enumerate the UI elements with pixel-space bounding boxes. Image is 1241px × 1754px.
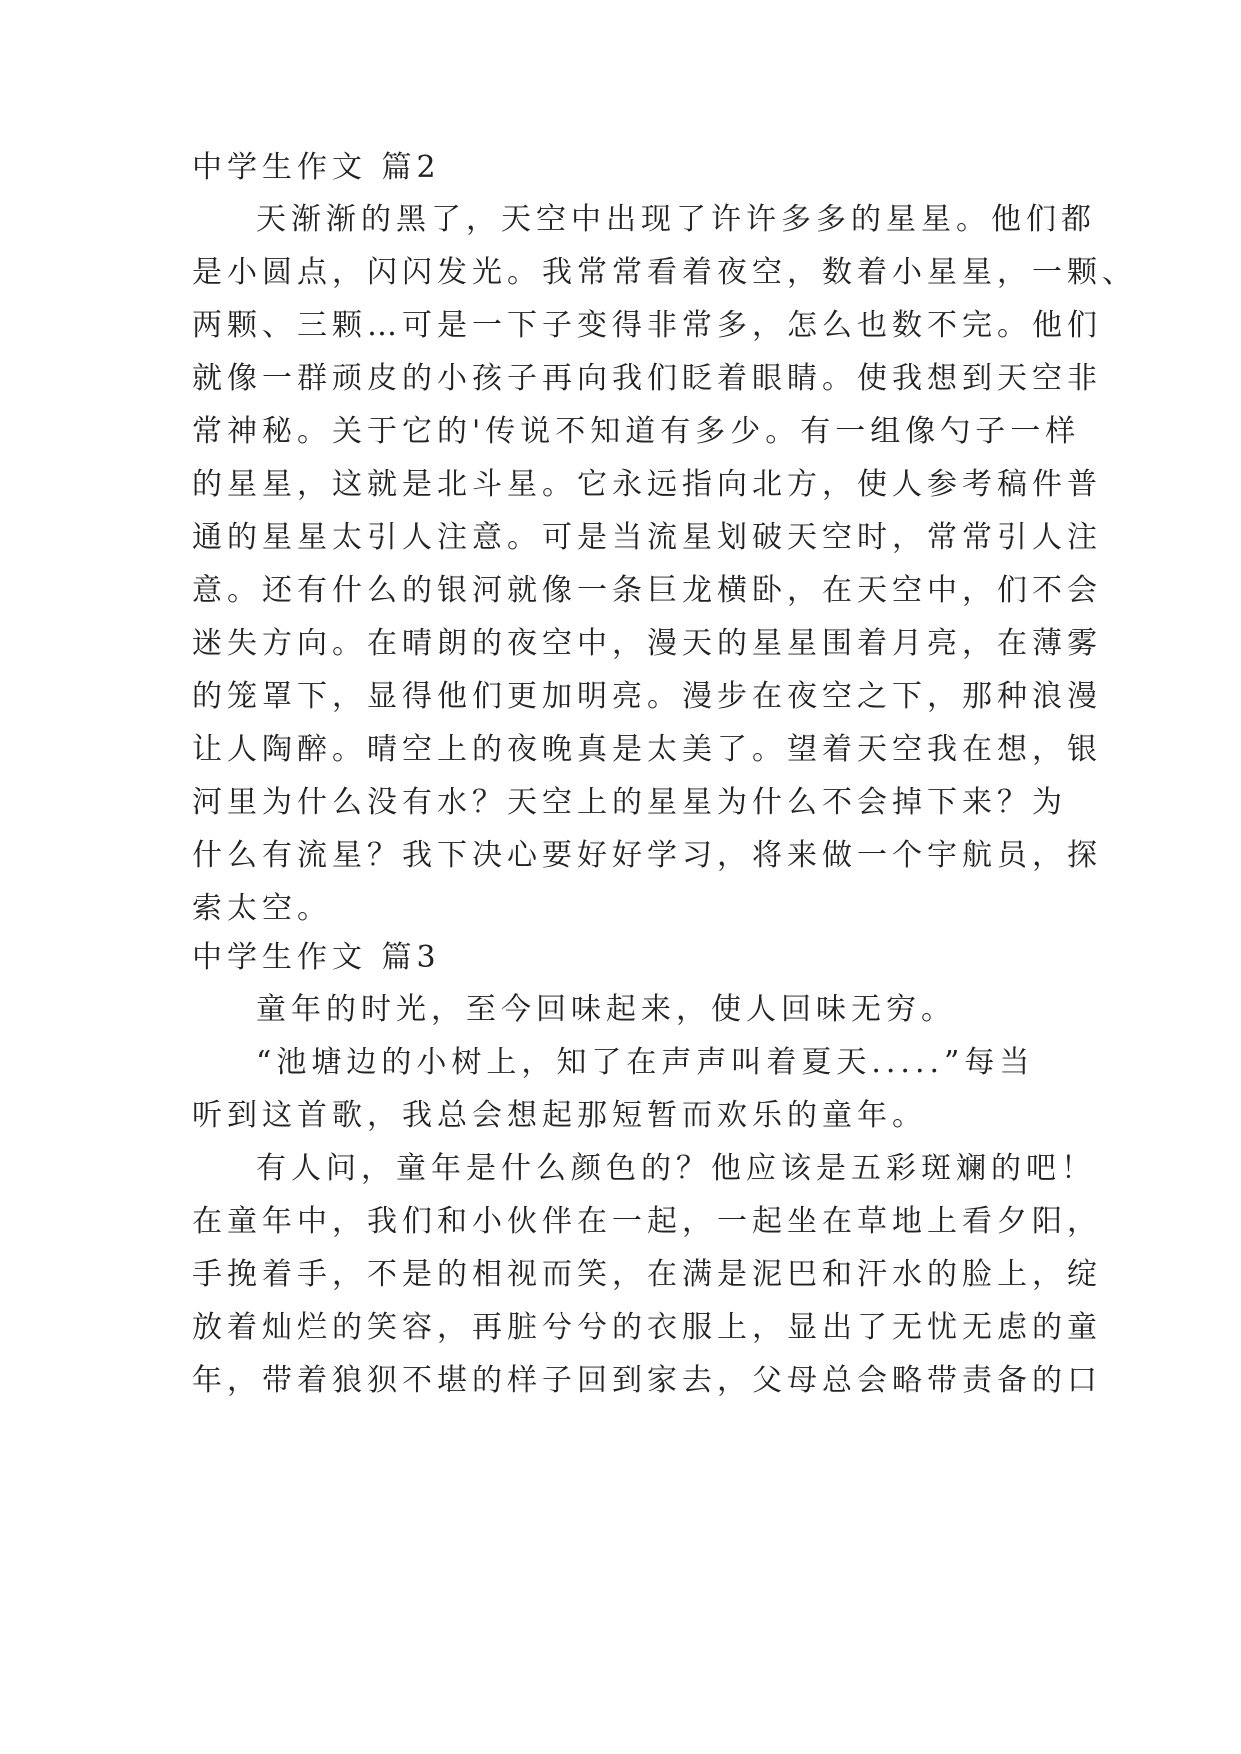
paragraph-line: 的星星，这就是北斗星。它永远指向北方，使人参考稿件普	[192, 467, 1102, 502]
paragraph-line: 手挽着手，不是的相视而笑，在满是泥巴和汗水的脸上，绽	[192, 1257, 1102, 1292]
paragraph-line: 年，带着狼狈不堪的样子回到家去，父母总会略带责备的口	[192, 1363, 1102, 1398]
paragraph-line: 迷失方向。在晴朗的夜空中，漫天的星星围着月亮，在薄雾	[192, 626, 1102, 661]
paragraph-line: 什么有流星？我下决心要好好学习，将来做一个宇航员，探	[192, 838, 1102, 873]
paragraph-line: 河里为什么没有水？天空上的星星为什么不会掉下来？为	[192, 785, 1067, 820]
paragraph-line: “池塘边的小树上，知了在声声叫着夏天.....”每当	[256, 1045, 1035, 1080]
paragraph-line: 让人陶醉。晴空上的夜晚真是太美了。望着天空我在想，银	[192, 732, 1102, 767]
paragraph-line: 就像一群顽皮的小孩子再向我们眨着眼睛。使我想到天空非	[192, 361, 1102, 396]
paragraph-line: 有人问，童年是什么颜色的？他应该是五彩斑斓的吧！	[256, 1151, 1096, 1186]
section-heading: 中学生作文 篇3	[192, 940, 441, 975]
paragraph-line: 听到这首歌，我总会想起那短暂而欢乐的童年。	[192, 1098, 927, 1133]
paragraph-line: 的笼罩下，显得他们更加明亮。漫步在夜空之下，那种浪漫	[192, 679, 1102, 714]
paragraph-line: 在童年中，我们和小伙伴在一起，一起坐在草地上看夕阳，	[192, 1204, 1102, 1239]
paragraph-line: 童年的时光，至今回味起来，使人回味无穷。	[256, 992, 956, 1027]
paragraph-line: 是小圆点，闪闪发光。我常常看着夜空，数着小星星，一颗、	[192, 255, 1137, 290]
section-heading: 中学生作文 篇2	[192, 150, 441, 185]
paragraph-line: 天渐渐的黑了，天空中出现了许许多多的星星。他们都	[256, 202, 1096, 237]
paragraph-line: 常神秘。关于它的'传说不知道有多少。有一组像勺子一样	[192, 414, 1081, 449]
paragraph-line: 两颗、三颗…可是一下子变得非常多，怎么也数不完。他们	[192, 308, 1102, 343]
paragraph-line: 意。还有什么的银河就像一条巨龙横卧，在天空中，们不会	[192, 573, 1102, 608]
paragraph-line: 通的星星太引人注意。可是当流星划破天空时，常常引人注	[192, 520, 1102, 555]
paragraph-line: 放着灿烂的笑容，再脏兮兮的衣服上，显出了无忧无虑的童	[192, 1310, 1102, 1345]
paragraph-line: 索太空。	[192, 891, 332, 926]
